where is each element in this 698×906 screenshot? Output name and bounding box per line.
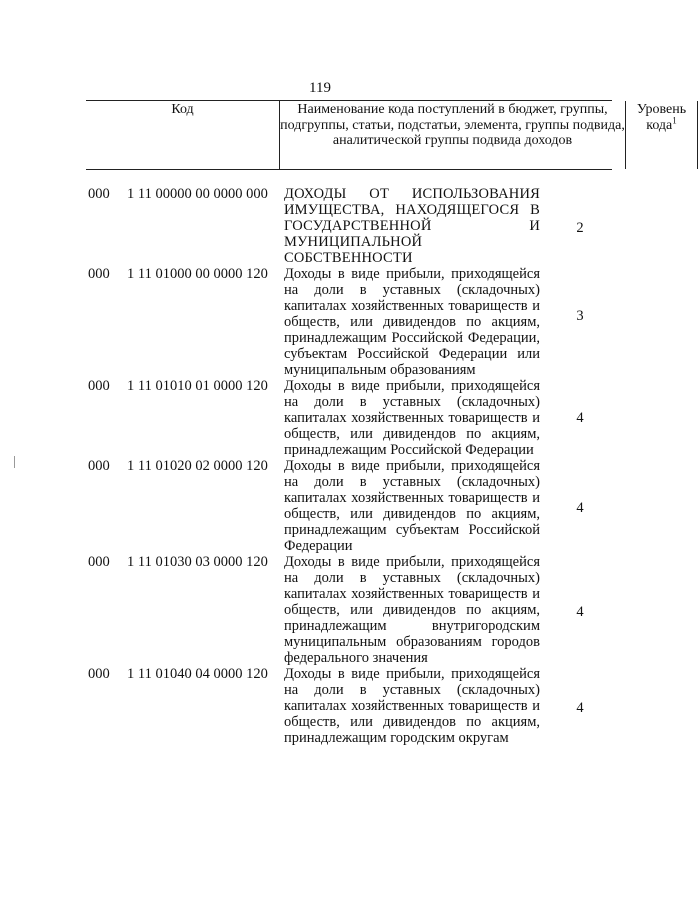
level-value: 4 — [576, 700, 584, 716]
level-value: 2 — [576, 220, 584, 236]
revenue-code: 1 11 01000 00 0000 120 — [127, 266, 268, 282]
revenue-name: Доходы в виде прибыли, приходящейся на доли в уставных (складочных) капиталах хозяйственных товариществ и обществ, или дивидендов по акциям, принадлежащим городским округам — [284, 666, 540, 746]
revenue-name: Доходы в виде прибыли, приходящейся на доли в уставных (складочных) капиталах хозяйственных товариществ и обществ, или дивидендов по акциям, принадлежащим внутригородским муниципальным образованиям городов федерального значения — [284, 554, 540, 666]
revenue-code: 1 11 00000 00 0000 000 — [127, 186, 268, 202]
scan-mark — [14, 456, 15, 468]
revenue-name: Доходы в виде прибыли, приходящейся на доли в уставных (складочных) капиталах хозяйственных товариществ и обществ, или дивидендов по акциям, принадлежащим субъектам Российской Федерации — [284, 458, 540, 554]
table-row — [0, 186, 640, 266]
page-number: 119 — [309, 80, 331, 96]
level-value: 4 — [576, 500, 584, 516]
header-code: Код — [171, 102, 194, 117]
admin-code: 000 — [88, 266, 110, 282]
table-header — [86, 100, 687, 170]
header-name: Наименование кода поступлений в бюджет, группы, подгруппы, статьи, подстатьи, элемента, группы подвида, аналитической группы подвида доходов — [279, 101, 625, 169]
header-level — [625, 101, 698, 169]
revenue-name: Доходы в виде прибыли, приходящейся на доли в уставных (складочных) капиталах хозяйственных товариществ и обществ, или дивидендов по акциям, принадлежащим Российской Федерации — [284, 378, 540, 458]
table-row — [0, 666, 640, 746]
header-level-label: Уровень кода — [636, 102, 687, 133]
table-row — [0, 554, 640, 666]
revenue-code: 1 11 01010 01 0000 120 — [127, 378, 268, 394]
admin-code: 000 — [88, 458, 110, 474]
revenue-name: Доходы в виде прибыли, приходящейся на доли в уставных (складочных) капиталах хозяйственных товариществ и обществ, или дивидендов по акциям, принадлежащим Российской Федерации, субъектам Российской Федерации или муниципальным образованиям — [284, 266, 540, 378]
level-value: 4 — [576, 604, 584, 620]
table-row — [0, 266, 640, 378]
table-row — [0, 458, 640, 554]
revenue-code: 1 11 01040 04 0000 120 — [127, 666, 268, 682]
admin-code: 000 — [88, 186, 110, 202]
table-body — [0, 186, 640, 746]
revenue-code: 1 11 01020 02 0000 120 — [127, 458, 268, 474]
revenue-name: ДОХОДЫ ОТ ИСПОЛЬЗОВАНИЯ ИМУЩЕСТВА, НАХОДЯЩЕГОСЯ В ГОСУДАРСТВЕННОЙ И МУНИЦИПАЛЬНОЙ СОБСТВЕННОСТИ — [284, 186, 540, 266]
table-row — [0, 378, 640, 458]
revenue-code: 1 11 01030 03 0000 120 — [127, 554, 268, 570]
footnote-marker: 1 — [672, 114, 677, 125]
level-value: 3 — [576, 308, 584, 324]
admin-code: 000 — [88, 666, 110, 682]
admin-code: 000 — [88, 378, 110, 394]
admin-code: 000 — [88, 554, 110, 570]
level-value: 4 — [576, 410, 584, 426]
